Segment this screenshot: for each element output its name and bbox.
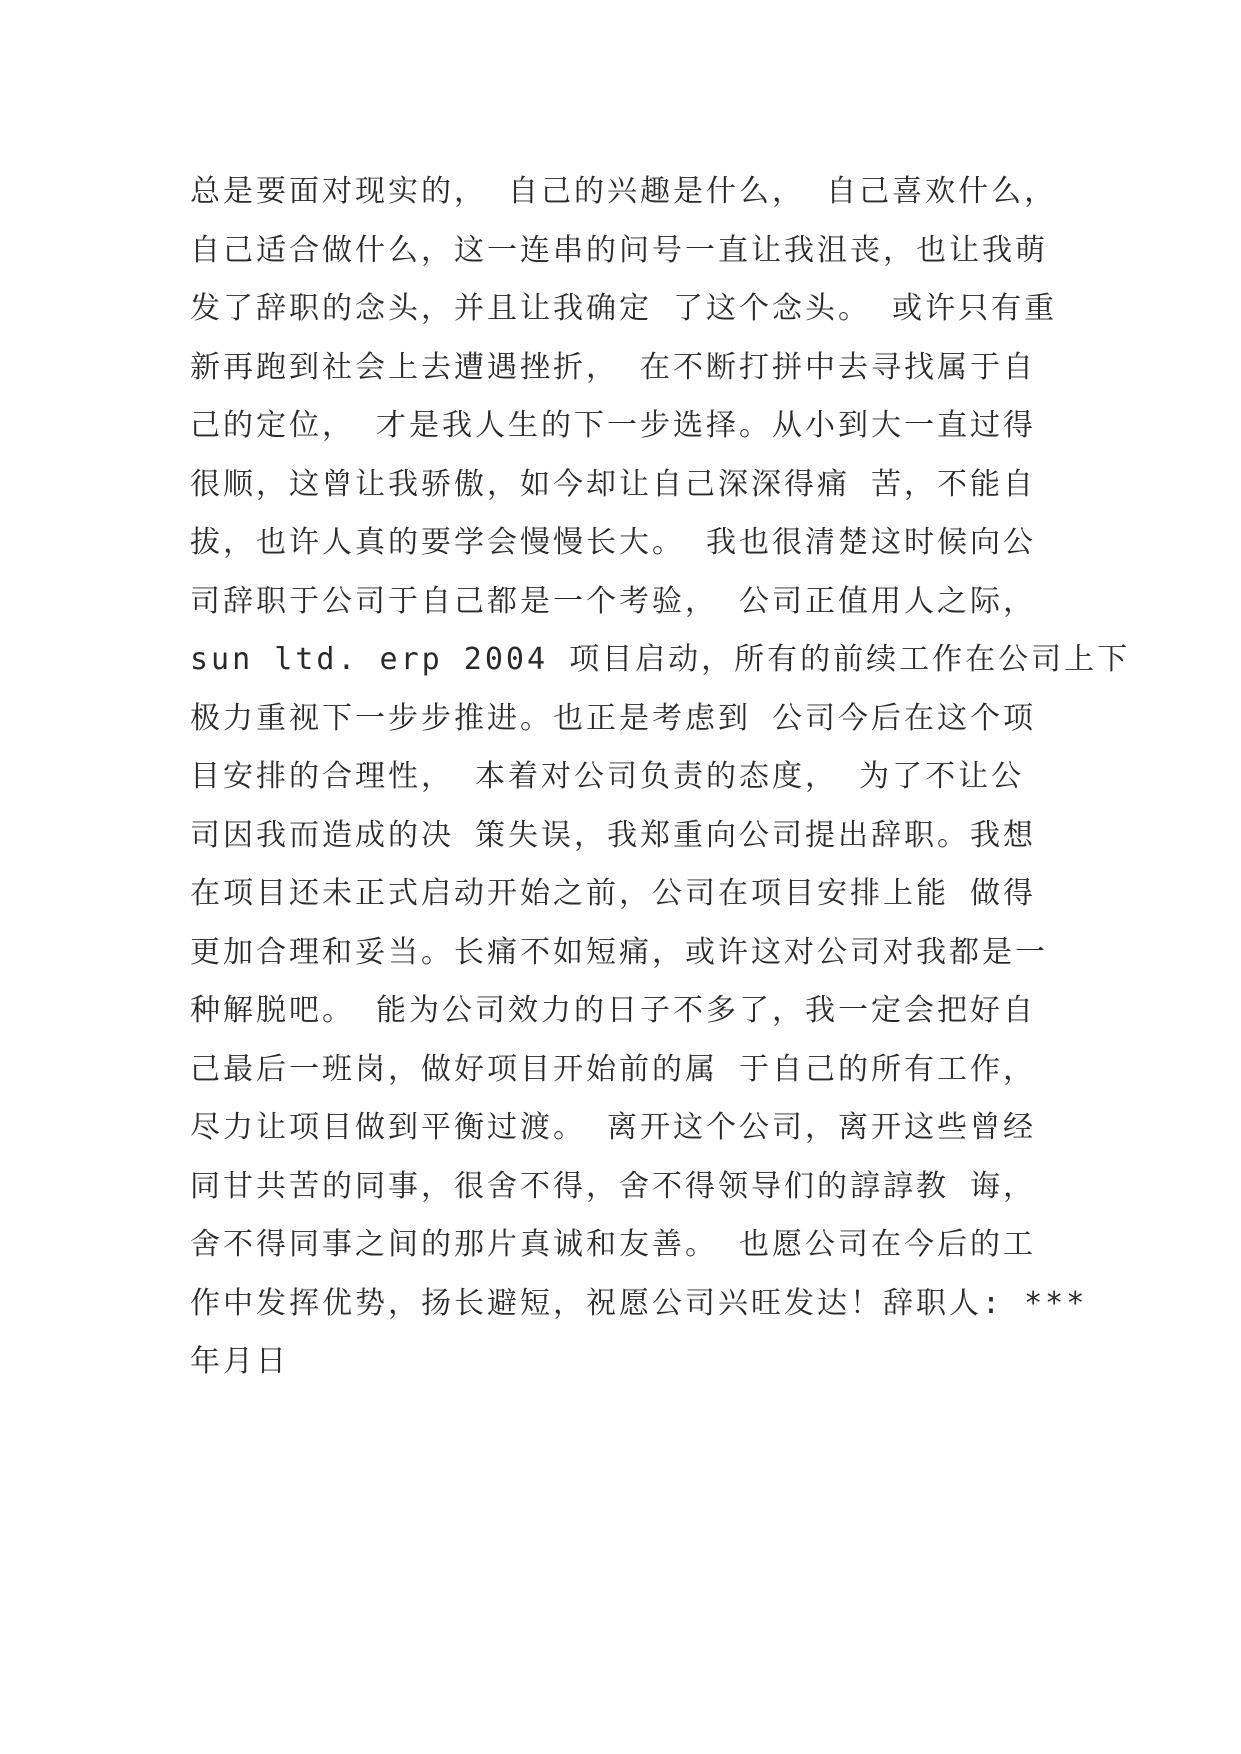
text-line: 尽力让项目做到平衡过渡。 离开这个公司，离开这些曾经 (190, 1110, 1037, 1145)
text-line: 舍不得同事之间的那片真诚和友善。 也愿公司在今后的工 (190, 1227, 1037, 1262)
text-line: 同甘共苦的同事，很舍不得，舍不得领导们的諄諄教 诲， (190, 1168, 1037, 1204)
text-line: sun ltd. erp 2004 项目启动，所有的前续工作在公司上下 (190, 642, 1131, 677)
text-line: 作中发挥优势，扬长避短，祝愿公司兴旺发达！辞职人: *** (190, 1285, 1088, 1321)
text-line: 拔，也许人真的要学会慢慢长大。 我也很清楚这时候向公 (190, 525, 1037, 560)
text-line: 己的定位， 才是我人生的下一步选择。从小到大一直过得 (190, 408, 1037, 443)
text-line: 发了辞职的念头，并且让我确定 了这个念头。 或许只有重 (190, 291, 1058, 326)
date-line: 年月日 (190, 1344, 289, 1379)
text-line: 目安排的合理性， 本着对公司负责的态度， 为了不让公 (190, 759, 1025, 794)
text-line: 司因我而造成的决 策失误，我郑重向公司提出辞职。我想 (190, 817, 1037, 853)
text-line: 己最后一班岗，做好项目开始前的属 于自己的所有工作， (190, 1051, 1037, 1087)
text-line: 极力重视下一步步推进。也正是考虑到 公司今后在这个项 (190, 700, 1037, 736)
text-line: 新再跑到社会上去遭遇挫折， 在不断打拼中去寻找属于自 (190, 349, 1037, 385)
text-line: 很顺，这曾让我骄傲，如今却让自己深深得痛 苦，不能自 (190, 466, 1037, 502)
text-line: 在项目还未正式启动开始之前，公司在项目安排上能 做得 (190, 876, 1037, 911)
body-text (190, 163, 1131, 1392)
text-line: 总是要面对现实的， 自己的兴趣是什么， 自己喜欢什么， (190, 174, 1058, 209)
text-line: 自己适合做什么，这一连串的问号一直让我沮丧，也让我萌 (190, 232, 1048, 268)
text-line: 种解脱吧。 能为公司效力的日子不多了，我一定会把好自 (190, 993, 1037, 1028)
text-line: 司辞职于公司于自己都是一个考验， 公司正值用人之际， (190, 583, 1037, 619)
text-line: 更加合理和妥当。长痛不如短痛，或许这对公司对我都是一 (190, 934, 1048, 970)
